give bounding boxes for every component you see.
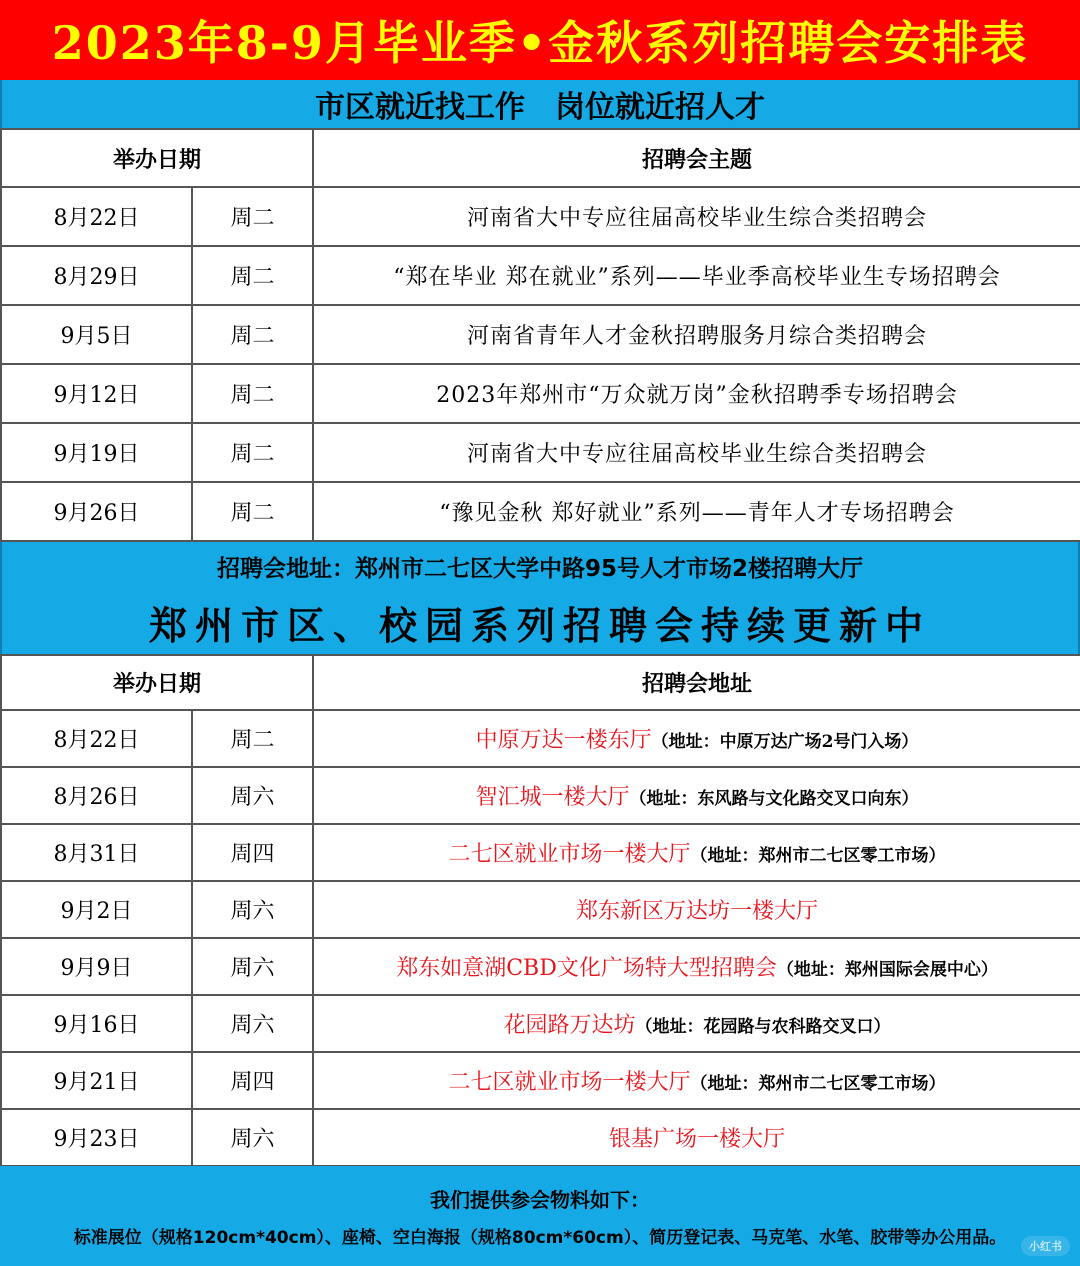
table-row: [1, 995, 1080, 1052]
row-date: 9月9日: [1, 938, 192, 995]
col-header-address: 招聘会地址: [313, 655, 1080, 710]
row-weekday: 周六: [192, 995, 313, 1052]
table-row: [1, 1052, 1080, 1109]
row-weekday: 周二: [192, 187, 313, 246]
row-theme: 2023年郑州市“万众就万岗”金秋招聘季专场招聘会: [313, 364, 1080, 423]
row-weekday: 周六: [192, 1109, 313, 1166]
row-theme: “郑在毕业 郑在就业”系列——毕业季高校毕业生专场招聘会: [313, 246, 1080, 305]
table-row: [1, 1109, 1080, 1166]
row-theme: “豫见金秋 郑好就业”系列——青年人才专场招聘会: [313, 482, 1080, 541]
row-location: [313, 1109, 1080, 1166]
section1-table: [0, 128, 1080, 542]
venue-name: 二七区就业市场一楼大厅: [448, 1070, 691, 1095]
venue-address: （地址：中原万达广场2号门入场）: [651, 732, 919, 752]
table-row: [1, 881, 1080, 938]
venue-name: 智汇城一楼大厅: [475, 785, 630, 810]
row-location: [313, 710, 1080, 767]
venue-address: （地址：东风路与文化路交叉口向东）: [629, 789, 919, 809]
venue-address: （地址：郑州市二七区零工市场）: [690, 846, 946, 866]
footer-heading: 我们提供参会物料如下：: [430, 1188, 650, 1212]
venue-name: 中原万达一楼东厅: [475, 728, 652, 753]
table-row: [1, 938, 1080, 995]
row-theme: 河南省大中专应往届高校毕业生综合类招聘会: [313, 187, 1080, 246]
table-row: [1, 246, 1080, 305]
row-weekday: 周二: [192, 246, 313, 305]
row-date: 8月31日: [1, 824, 192, 881]
row-date: 8月22日: [1, 187, 192, 246]
row-weekday: 周二: [192, 482, 313, 541]
section2-heading: 郑州市区、校园系列招聘会持续更新中: [0, 590, 1080, 654]
table-row: [1, 187, 1080, 246]
venue-name: 银基广场一楼大厅: [609, 1127, 786, 1152]
title-bar: [0, 0, 1080, 80]
row-location: [313, 881, 1080, 938]
col-header-date: 举办日期: [1, 129, 313, 187]
row-date: 9月2日: [1, 881, 192, 938]
row-date: 8月29日: [1, 246, 192, 305]
row-location: [313, 938, 1080, 995]
row-weekday: 周二: [192, 423, 313, 482]
row-date: 8月26日: [1, 767, 192, 824]
col-header-theme: 招聘会主题: [313, 129, 1080, 187]
row-location: [313, 995, 1080, 1052]
table-header-row: [1, 129, 1080, 187]
row-weekday: 周六: [192, 881, 313, 938]
section2-table: [0, 654, 1080, 1167]
section1-address: 招聘会地址：郑州市二七区大学中路95号人才市场2楼招聘大厅: [0, 542, 1080, 590]
row-location: [313, 1052, 1080, 1109]
table-row: [1, 767, 1080, 824]
row-date: 9月23日: [1, 1109, 192, 1166]
row-date: 9月26日: [1, 482, 192, 541]
footer-materials: 标准展位（规格120cm*40cm）、座椅、空白海报（规格80cm*60cm）、简历登记表、马克笔、水笔、胶带等办公用品。: [73, 1228, 1007, 1248]
row-date: 9月12日: [1, 364, 192, 423]
table-row: [1, 710, 1080, 767]
venue-name: 郑东新区万达坊一楼大厅: [576, 899, 819, 924]
table-row: [1, 423, 1080, 482]
row-weekday: 周四: [192, 824, 313, 881]
row-date: 9月19日: [1, 423, 192, 482]
row-date: 9月5日: [1, 305, 192, 364]
col-header-date: 举办日期: [1, 655, 313, 710]
table-header-row: [1, 655, 1080, 710]
row-weekday: 周二: [192, 364, 313, 423]
row-date: 9月16日: [1, 995, 192, 1052]
page-title: 2023年8-9月毕业季•金秋系列招聘会安排表: [51, 16, 1029, 70]
row-weekday: 周四: [192, 1052, 313, 1109]
row-location: [313, 824, 1080, 881]
row-theme: 河南省青年人才金秋招聘服务月综合类招聘会: [313, 305, 1080, 364]
row-weekday: 周二: [192, 305, 313, 364]
table-row: [1, 364, 1080, 423]
table-row: [1, 824, 1080, 881]
footer: [0, 1166, 1080, 1266]
venue-address: （地址：郑州国际会展中心）: [776, 960, 998, 980]
venue-name: 郑东如意湖CBD文化广场特大型招聘会: [396, 956, 777, 981]
venue-name: 二七区就业市场一楼大厅: [448, 842, 691, 867]
row-weekday: 周六: [192, 938, 313, 995]
row-date: 8月22日: [1, 710, 192, 767]
venue-address: （地址：郑州市二七区零工市场）: [690, 1074, 946, 1094]
venue-name: 花园路万达坊: [503, 1013, 636, 1038]
row-weekday: 周二: [192, 710, 313, 767]
table-row: [1, 482, 1080, 541]
section1-heading: 市区就近找工作 岗位就近招人才: [0, 80, 1080, 128]
venue-address: （地址：花园路与农科路交叉口）: [635, 1017, 891, 1037]
row-weekday: 周六: [192, 767, 313, 824]
table-row: [1, 305, 1080, 364]
watermark: 小红书: [1021, 1236, 1070, 1256]
row-theme: 河南省大中专应往届高校毕业生综合类招聘会: [313, 423, 1080, 482]
row-location: [313, 767, 1080, 824]
row-date: 9月21日: [1, 1052, 192, 1109]
